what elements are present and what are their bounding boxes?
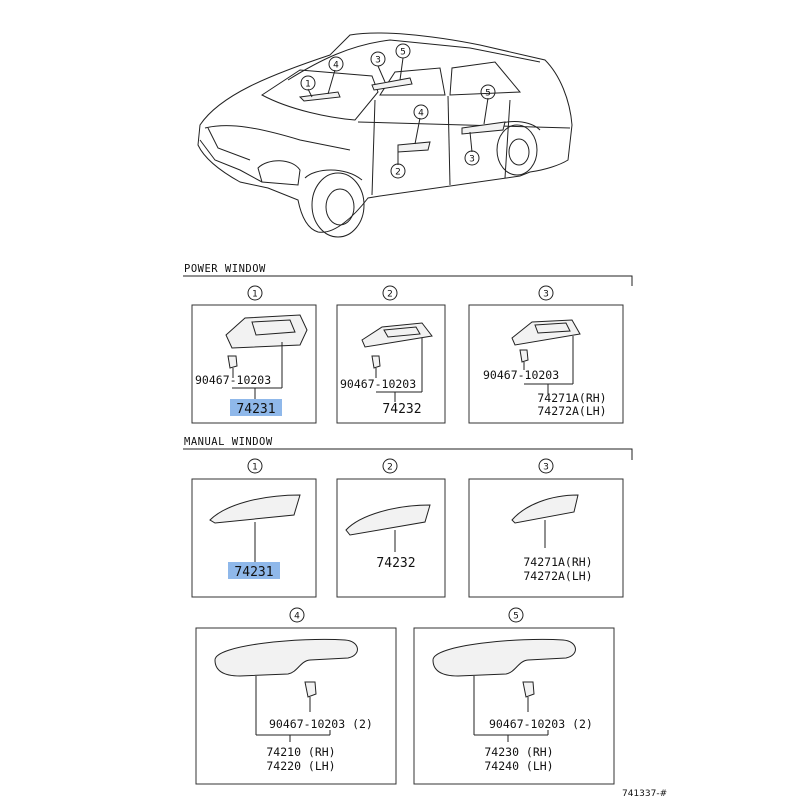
section-title-manual: MANUAL WINDOW xyxy=(184,436,273,448)
car-callout xyxy=(481,85,495,99)
figure-code: 741337-# xyxy=(622,789,668,799)
svg-text:2: 2 xyxy=(387,289,393,300)
clip-part-number: 90467-10203 (2) xyxy=(489,717,593,731)
clip-icon xyxy=(228,356,237,368)
cover-3 xyxy=(512,495,578,523)
clip-part-number: 90467-10203 xyxy=(483,368,560,382)
part-number-rh: 74210 (RH) xyxy=(266,745,336,759)
part-number-highlighted: 74231 xyxy=(236,402,276,417)
manual-window-section xyxy=(183,436,632,784)
car-callout xyxy=(371,52,385,66)
car-callout xyxy=(391,164,405,178)
power-panel-1 xyxy=(192,286,316,423)
svg-text:4: 4 xyxy=(418,108,424,119)
cover-1 xyxy=(210,495,300,523)
car-callout xyxy=(414,105,428,119)
svg-text:3: 3 xyxy=(543,289,549,300)
car-callout xyxy=(301,76,315,90)
manual-panel-5 xyxy=(414,608,614,784)
clip-part-number: 90467-10203 xyxy=(340,377,417,391)
manual-panel-1 xyxy=(192,459,316,597)
part-number-lh: 74220 (LH) xyxy=(266,759,336,773)
cover-2 xyxy=(346,505,430,535)
svg-text:3: 3 xyxy=(469,154,475,165)
car-illustration xyxy=(198,33,572,237)
part-number: 74232 xyxy=(382,402,422,417)
manual-panel-2 xyxy=(337,459,445,597)
svg-text:1: 1 xyxy=(252,289,258,300)
svg-text:4: 4 xyxy=(333,60,339,71)
svg-text:4: 4 xyxy=(294,611,300,622)
part-number-lh: 74240 (LH) xyxy=(484,759,554,773)
svg-text:2: 2 xyxy=(395,167,401,178)
clip-icon xyxy=(523,682,534,697)
car-callout xyxy=(329,57,343,71)
car-callout xyxy=(396,44,410,58)
assist-grip-5 xyxy=(433,639,575,676)
clip-icon xyxy=(520,350,528,362)
part-number-highlighted: 74231 xyxy=(234,565,274,580)
clip-part-number: 90467-10203 xyxy=(195,373,272,387)
manual-panel-3 xyxy=(469,459,623,597)
svg-text:1: 1 xyxy=(305,79,311,90)
part-number-lh: 74272A(LH) xyxy=(537,404,607,418)
clip-part-number: 90467-10203 (2) xyxy=(269,717,373,731)
assist-grip-4 xyxy=(215,639,357,676)
part-number-rh: 74271A(RH) xyxy=(537,391,607,405)
power-window-section xyxy=(183,263,632,423)
car-callout xyxy=(465,151,479,165)
clip-icon xyxy=(372,356,380,368)
svg-text:2: 2 xyxy=(387,462,393,473)
part-number-rh: 74230 (RH) xyxy=(484,745,554,759)
svg-text:5: 5 xyxy=(400,47,406,58)
svg-text:5: 5 xyxy=(485,88,491,99)
svg-text:1: 1 xyxy=(252,462,258,473)
manual-panel-4 xyxy=(196,608,396,784)
svg-text:5: 5 xyxy=(513,611,519,622)
svg-text:3: 3 xyxy=(543,462,549,473)
power-panel-2 xyxy=(337,286,445,423)
svg-text:3: 3 xyxy=(375,55,381,66)
clip-icon xyxy=(305,682,316,697)
part-number: 74232 xyxy=(376,556,416,571)
section-title-power: POWER WINDOW xyxy=(184,263,266,275)
part-number-lh: 74272A(LH) xyxy=(523,569,593,583)
part-number-rh: 74271A(RH) xyxy=(523,555,593,569)
power-panel-3 xyxy=(469,286,623,423)
